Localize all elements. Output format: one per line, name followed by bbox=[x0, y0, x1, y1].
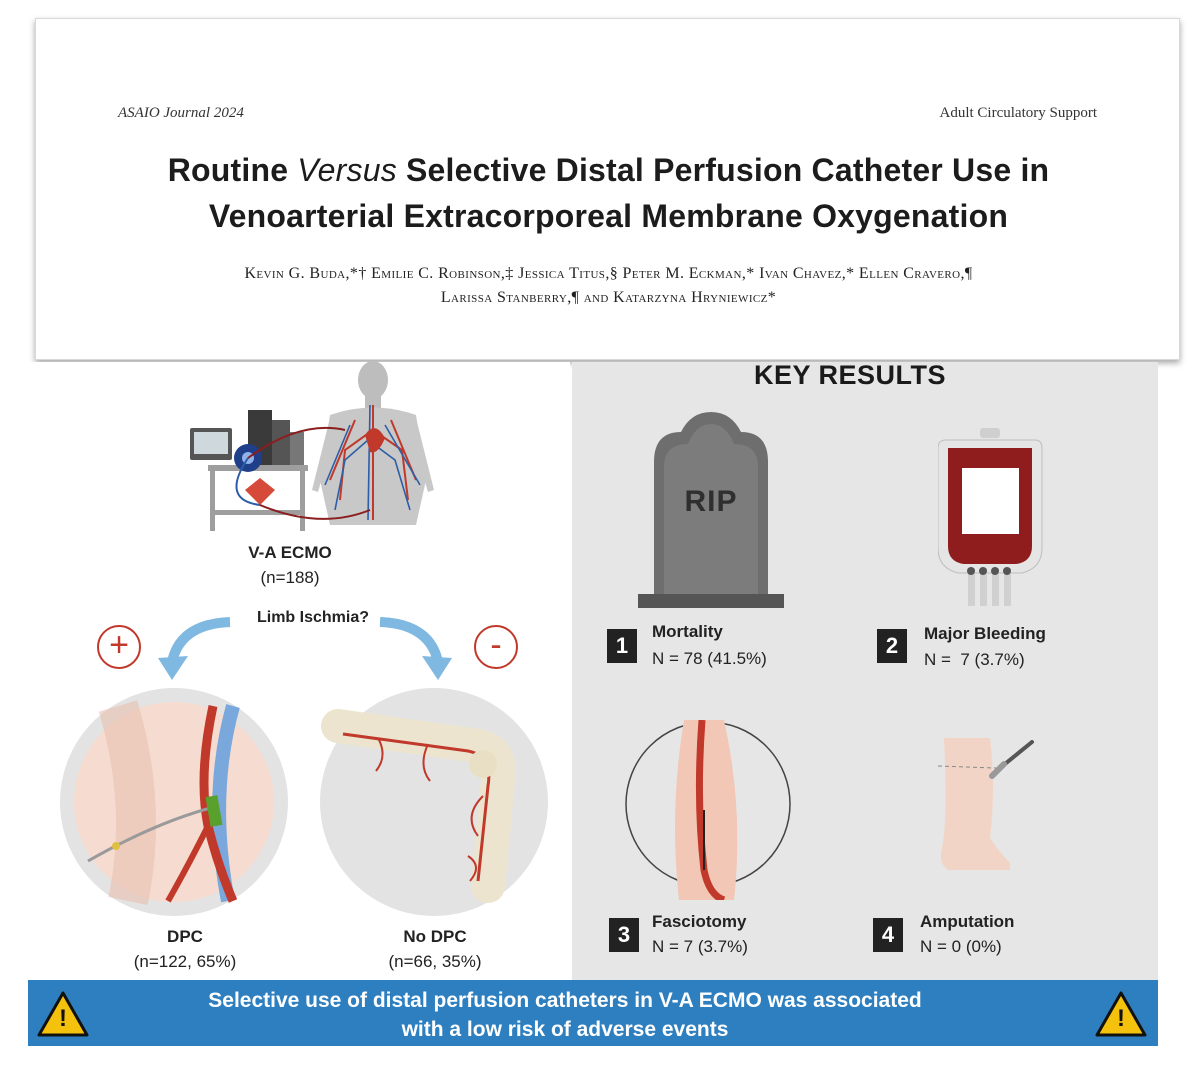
minus-icon: - bbox=[474, 625, 518, 669]
dpc-label: DPC bbox=[167, 927, 203, 946]
result-value-amputation: N = 0 (0%) bbox=[920, 937, 1002, 956]
authors-line2: Larissa Stanberry,¶ and Katarzyna Hryniewicz* bbox=[440, 289, 777, 306]
amputation-leg-icon bbox=[930, 738, 1040, 878]
result-value-major-bleeding: N = 7 (3.7%) bbox=[924, 650, 1025, 669]
section-name: Adult Circulatory Support bbox=[939, 105, 1097, 121]
no-dpc-count: (n=66, 35%) bbox=[388, 952, 482, 971]
title-part1: Routine bbox=[167, 152, 298, 188]
result-title-major-bleeding: Major Bleeding bbox=[924, 624, 1046, 643]
result-number-1: 1 bbox=[607, 629, 637, 663]
dpc-count: (n=122, 65%) bbox=[133, 952, 237, 971]
result-number-4: 4 bbox=[873, 918, 903, 952]
ecmo-label: V-A ECMO bbox=[248, 543, 332, 562]
article-header-card bbox=[35, 18, 1180, 360]
result-value-mortality: N = 78 (41.5%) bbox=[652, 649, 767, 668]
fasciotomy-leg-icon bbox=[624, 720, 792, 900]
no-dpc-knee-illustration bbox=[318, 686, 550, 918]
right-arrow-icon bbox=[380, 622, 438, 662]
conclusion-line1: Selective use of distal perfusion catheters in V-A ECMO was associated bbox=[208, 989, 922, 1012]
result-title-amputation: Amputation bbox=[920, 912, 1015, 931]
rip-text: RIP bbox=[684, 485, 738, 518]
key-results-heading: KEY RESULTS bbox=[753, 360, 947, 390]
plus-icon: + bbox=[97, 625, 141, 669]
human-body-icon bbox=[312, 361, 434, 525]
result-title-mortality: Mortality bbox=[652, 622, 723, 641]
result-number-3: 3 bbox=[609, 918, 639, 952]
title-italic: Versus bbox=[297, 152, 397, 188]
authors-line1: Kevin G. Buda,*† Emilie C. Robinson,‡ Jessica Titus,§ Peter M. Eckman,* Ivan Chavez,* Ellen Cravero,¶ bbox=[244, 265, 973, 282]
conclusion-text bbox=[150, 986, 980, 1044]
left-arrow-icon bbox=[172, 622, 230, 662]
ecmo-illustration bbox=[180, 360, 440, 535]
article-title bbox=[36, 147, 1181, 239]
result-value-fasciotomy: N = 7 (3.7%) bbox=[652, 937, 748, 956]
title-part2: Selective Distal Perfusion Catheter Use in bbox=[396, 152, 1050, 188]
title-line2: Venoarterial Extracorporeal Membrane Oxygenation bbox=[208, 198, 1009, 234]
journal-name: ASAIO Journal 2024 bbox=[118, 105, 244, 121]
ecmo-count: (n=188) bbox=[260, 568, 320, 587]
author-list bbox=[36, 262, 1181, 310]
blood-bag-icon bbox=[938, 428, 1043, 608]
result-number-2: 2 bbox=[877, 629, 907, 663]
no-dpc-label: No DPC bbox=[403, 927, 467, 946]
dpc-leg-illustration bbox=[58, 686, 290, 918]
result-title-fasciotomy: Fasciotomy bbox=[652, 912, 747, 931]
limb-ischemia-question: Limb Ischmia? bbox=[256, 609, 370, 626]
warning-mark-left: ! bbox=[59, 1005, 67, 1032]
conclusion-line2: with a low risk of adverse events bbox=[401, 1018, 729, 1041]
warning-mark-right: ! bbox=[1117, 1005, 1125, 1032]
branch-arrows bbox=[150, 612, 460, 684]
